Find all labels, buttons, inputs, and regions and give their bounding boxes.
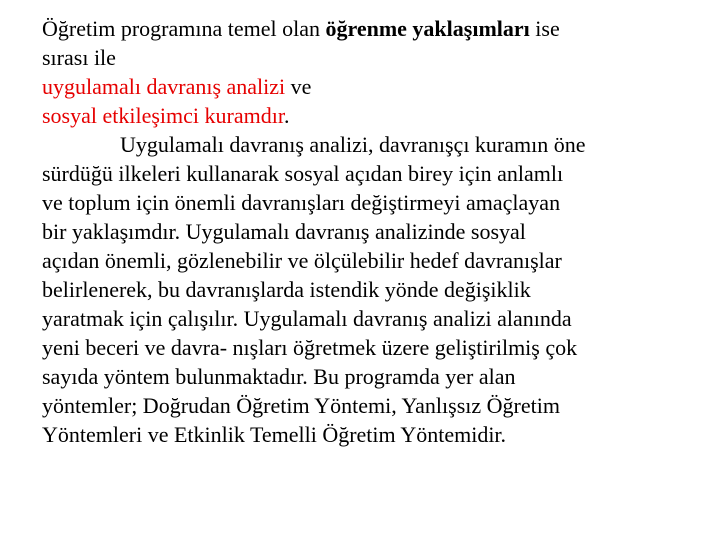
paragraph-line: açıdan önemli, gözlenebilir ve ölçülebilir hedef davranışlar	[42, 248, 562, 273]
intro-text: Öğretim programına temel olan	[42, 16, 326, 41]
intro-line-4	[42, 101, 706, 130]
paragraph-line: yaratmak için çalışılır. Uygulamalı davranış analizi alanında	[42, 306, 572, 331]
paragraph-line: yeni beceri ve davra- nışları öğretmek üzere geliştirilmiş çok	[42, 335, 578, 360]
intro-bold-term: öğrenme yaklaşımları	[325, 16, 530, 41]
paragraph-line: sayıda yöntem bulunmaktadır. Bu programda yer alan	[42, 364, 516, 389]
paragraph-line: Uygulamalı davranış analizi, davranışçı kuramın öne	[120, 132, 586, 157]
body-paragraph	[42, 130, 706, 449]
slide-text-body	[42, 14, 706, 449]
intro-line-2: sırası ile	[42, 45, 116, 70]
intro-line-3	[42, 72, 706, 101]
paragraph-line: bir yaklaşımdır. Uygulamalı davranış analizinde sosyal	[42, 219, 526, 244]
paragraph-line: sürdüğü ilkeleri kullanarak sosyal açıdan birey için anlamlı	[42, 161, 564, 186]
paragraph-line: ve toplum için önemli davranışları değiştirmeyi amaçlayan	[42, 190, 561, 215]
intro-period: .	[283, 103, 290, 128]
approach-1-highlight: uygulamalı davranış analizi	[42, 74, 286, 99]
approach-2-highlight: sosyal etkileşimci kuramdır	[42, 103, 284, 128]
intro-text-tail: ise	[529, 16, 560, 41]
intro-conjunction: ve	[285, 74, 312, 99]
paragraph-line: yöntemler; Doğrudan Öğretim Yöntemi, Yanlışsız Öğretim	[42, 393, 560, 418]
paragraph-line: Yöntemleri ve Etkinlik Temelli Öğretim Yöntemidir.	[42, 422, 507, 447]
paragraph-line: belirlenerek, bu davranışlarda istendik yönde değişiklik	[42, 277, 531, 302]
intro-line-1	[42, 14, 706, 43]
